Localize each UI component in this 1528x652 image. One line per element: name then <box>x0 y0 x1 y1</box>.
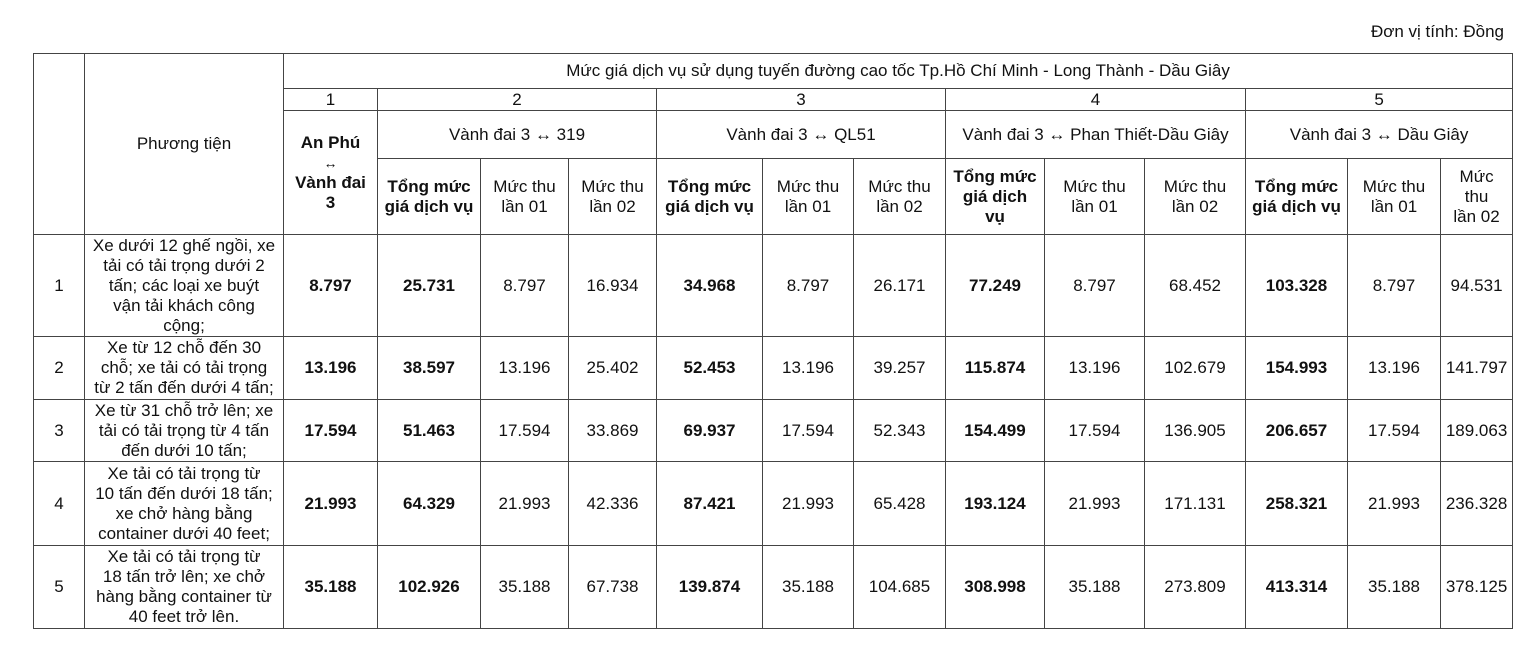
unit-note: Đơn vị tính: Đồng <box>1370 22 1504 41</box>
fee-cell: 67.738 <box>569 546 657 629</box>
fee-cell: 171.131 <box>1145 462 1246 546</box>
section-an-phu <box>284 111 378 235</box>
vehicle-line: hàng bằng container từ <box>96 587 272 606</box>
sub-first-header <box>1348 159 1441 235</box>
row-number-cell: 1 <box>34 235 85 337</box>
sub-first-header <box>763 159 854 235</box>
sub-text: Mức thu <box>1063 176 1126 196</box>
sub-total-header <box>946 159 1045 235</box>
total-fee-cell: 34.968 <box>657 235 763 337</box>
fee-cell: 141.797 <box>1441 337 1513 400</box>
section-number: 1 <box>284 89 378 111</box>
sub-text: Mức <box>1459 166 1494 186</box>
section-number: 3 <box>657 89 946 111</box>
vehicle-line: tấn; các loại xe buýt <box>108 275 260 295</box>
sub-text: lần 01 <box>501 196 548 216</box>
vehicle-cell <box>85 235 284 337</box>
section-header: Vành đai 3 ↔ QL51 <box>657 111 946 159</box>
sub-second-header <box>569 159 657 235</box>
vehicle-line: container dưới 40 feet; <box>98 523 270 543</box>
fee-cell: 8.797 <box>763 235 854 337</box>
row-number-cell: 3 <box>34 400 85 462</box>
vehicle-line: đến dưới 10 tấn; <box>121 440 247 460</box>
fee-cell: 13.196 <box>1045 337 1145 400</box>
sub-text: Mức thu <box>493 176 556 196</box>
total-fee-cell: 69.937 <box>657 400 763 462</box>
vehicle-line: 10 tấn đến dưới 18 tấn; <box>95 483 273 503</box>
vehicle-line: 18 tấn trở lên; xe chở <box>102 567 266 586</box>
section-number: 2 <box>378 89 657 111</box>
sub-total-header <box>378 159 481 235</box>
section-an-phu-line2: Vành đai <box>295 172 366 192</box>
vehicle-line: Xe tải có tải trọng từ <box>107 547 261 566</box>
sub-text: thu <box>1464 186 1489 206</box>
section-an-phu-line1: An Phú <box>300 132 361 152</box>
bidirectional-arrow-icon: ↔ <box>323 154 338 171</box>
vehicle-line: tải có tải trọng từ 4 tấn <box>98 420 270 440</box>
sub-text: giá dịch vụ <box>384 196 474 216</box>
sub-text: lần 01 <box>1370 196 1418 216</box>
section-header: Vành đai 3 ↔ Phan Thiết-Dầu Giây <box>946 111 1246 159</box>
fee-cell: 35.188 <box>1348 546 1441 629</box>
vehicle-line: tải có tải trọng dưới 2 <box>103 255 265 275</box>
fee-cell: 104.685 <box>854 546 946 629</box>
total-fee-cell: 21.993 <box>284 462 378 546</box>
vehicle-line: vận tải khách công <box>113 295 255 315</box>
total-fee-cell: 52.453 <box>657 337 763 400</box>
fee-cell: 35.188 <box>763 546 854 629</box>
fee-cell: 68.452 <box>1145 235 1246 337</box>
table-row <box>34 337 1513 400</box>
fee-cell: 94.531 <box>1441 235 1513 337</box>
fee-cell: 13.196 <box>763 337 854 400</box>
row-number-cell: 2 <box>34 337 85 400</box>
fee-cell: 42.336 <box>569 462 657 546</box>
total-fee-cell: 103.328 <box>1246 235 1348 337</box>
fee-cell: 16.934 <box>569 235 657 337</box>
fee-cell: 26.171 <box>854 235 946 337</box>
fee-cell: 8.797 <box>1348 235 1441 337</box>
fee-cell: 25.402 <box>569 337 657 400</box>
total-fee-cell: 35.188 <box>284 546 378 629</box>
sub-text: vụ <box>985 206 1005 226</box>
fee-cell: 39.257 <box>854 337 946 400</box>
header-row-title <box>34 54 1513 89</box>
total-fee-cell: 8.797 <box>284 235 378 337</box>
fee-cell: 21.993 <box>481 462 569 546</box>
sub-text: Mức thu <box>1163 176 1227 196</box>
vehicle-line: 40 feet trở lên. <box>128 607 240 626</box>
sub-first-header <box>1045 159 1145 235</box>
section-header: Vành đai 3 ↔ Dầu Giây <box>1246 111 1513 159</box>
total-fee-cell: 193.124 <box>946 462 1045 546</box>
total-fee-cell: 413.314 <box>1246 546 1348 629</box>
vehicle-line: Xe từ 12 chỗ đến 30 <box>106 338 262 357</box>
sub-total-header <box>657 159 763 235</box>
table-row <box>34 546 1513 629</box>
vehicle-line: Xe tải có tải trọng từ <box>107 463 261 483</box>
fee-cell: 17.594 <box>763 400 854 462</box>
fee-cell: 35.188 <box>481 546 569 629</box>
sub-text: lần 02 <box>589 196 636 216</box>
sub-text: giá dịch vụ <box>665 196 754 216</box>
fee-cell: 21.993 <box>1348 462 1441 546</box>
vehicle-cell <box>85 546 284 629</box>
sub-text: giá dịch vụ <box>1252 196 1341 216</box>
row-number-cell: 5 <box>34 546 85 629</box>
total-fee-cell: 154.993 <box>1246 337 1348 400</box>
sub-text: Tổng mức <box>953 166 1037 186</box>
total-fee-cell: 13.196 <box>284 337 378 400</box>
total-fee-cell: 102.926 <box>378 546 481 629</box>
sub-text: lần 02 <box>876 196 923 216</box>
fee-cell: 33.869 <box>569 400 657 462</box>
sub-second-header <box>1145 159 1246 235</box>
total-fee-cell: 17.594 <box>284 400 378 462</box>
total-fee-cell: 77.249 <box>946 235 1045 337</box>
total-fee-cell: 115.874 <box>946 337 1045 400</box>
fee-cell: 35.188 <box>1045 546 1145 629</box>
fee-cell: 8.797 <box>481 235 569 337</box>
fee-cell: 189.063 <box>1441 400 1513 462</box>
fee-cell: 236.328 <box>1441 462 1513 546</box>
table-row <box>34 235 1513 337</box>
section-number: 4 <box>946 89 1246 111</box>
total-fee-cell: 87.421 <box>657 462 763 546</box>
total-fee-cell: 38.597 <box>378 337 481 400</box>
total-fee-cell: 206.657 <box>1246 400 1348 462</box>
vehicle-header: Phương tiện <box>85 54 284 235</box>
sub-text: lần 01 <box>784 196 832 216</box>
fee-cell: 52.343 <box>854 400 946 462</box>
total-fee-cell: 51.463 <box>378 400 481 462</box>
sub-text: Tổng mức <box>387 176 471 196</box>
section-an-phu-line3: 3 <box>325 192 336 212</box>
fee-cell: 13.196 <box>481 337 569 400</box>
sub-second-header <box>854 159 946 235</box>
table-row <box>34 400 1513 462</box>
sub-text: lần 01 <box>1071 196 1118 216</box>
vehicle-line: chỗ; xe tải có tải trọng <box>100 358 268 377</box>
sub-text: Tổng mức <box>667 176 752 196</box>
sub-first-header <box>481 159 569 235</box>
total-fee-cell: 139.874 <box>657 546 763 629</box>
vehicle-line: cộng; <box>163 315 205 335</box>
total-fee-cell: 308.998 <box>946 546 1045 629</box>
total-fee-cell: 25.731 <box>378 235 481 337</box>
vehicle-line: từ 2 tấn đến dưới 4 tấn; <box>94 378 274 397</box>
vehicle-cell <box>85 400 284 462</box>
toll-fee-table <box>33 53 1513 629</box>
fee-cell: 17.594 <box>481 400 569 462</box>
sub-text: giá dịch <box>962 186 1028 206</box>
sub-text: Mức thu <box>1362 176 1426 196</box>
fee-cell: 17.594 <box>1348 400 1441 462</box>
vehicle-line: Xe từ 31 chỗ trở lên; xe <box>94 400 274 420</box>
section-number: 5 <box>1246 89 1513 111</box>
total-fee-cell: 154.499 <box>946 400 1045 462</box>
fee-cell: 17.594 <box>1045 400 1145 462</box>
vehicle-cell <box>85 462 284 546</box>
total-fee-cell: 258.321 <box>1246 462 1348 546</box>
fee-cell: 13.196 <box>1348 337 1441 400</box>
fee-cell: 102.679 <box>1145 337 1246 400</box>
header-empty-cell <box>34 54 85 235</box>
fee-cell: 65.428 <box>854 462 946 546</box>
sub-text: Mức thu <box>776 176 840 196</box>
sub-text: lần 02 <box>1171 196 1219 216</box>
fee-cell: 378.125 <box>1441 546 1513 629</box>
sub-text: Mức thu <box>581 176 644 196</box>
fee-cell: 21.993 <box>763 462 854 546</box>
table-title: Mức giá dịch vụ sử dụng tuyến đường cao tốc Tp.Hồ Chí Minh - Long Thành - Dầu Giây <box>284 54 1513 89</box>
sub-second-header <box>1441 159 1513 235</box>
sub-text: Tổng mức <box>1254 176 1339 196</box>
total-fee-cell: 64.329 <box>378 462 481 546</box>
row-number-cell: 4 <box>34 462 85 546</box>
sub-text: Mức thu <box>868 176 931 196</box>
fee-cell: 136.905 <box>1145 400 1246 462</box>
vehicle-cell <box>85 337 284 400</box>
section-header: Vành đai 3 ↔ 319 <box>378 111 657 159</box>
fee-cell: 273.809 <box>1145 546 1246 629</box>
sub-text: lần 02 <box>1453 206 1500 226</box>
sub-total-header <box>1246 159 1348 235</box>
vehicle-line: Xe dưới 12 ghế ngồi, xe <box>92 235 276 255</box>
table-row <box>34 462 1513 546</box>
fee-cell: 21.993 <box>1045 462 1145 546</box>
vehicle-line: xe chở hàng bằng <box>115 503 253 523</box>
fee-cell: 8.797 <box>1045 235 1145 337</box>
